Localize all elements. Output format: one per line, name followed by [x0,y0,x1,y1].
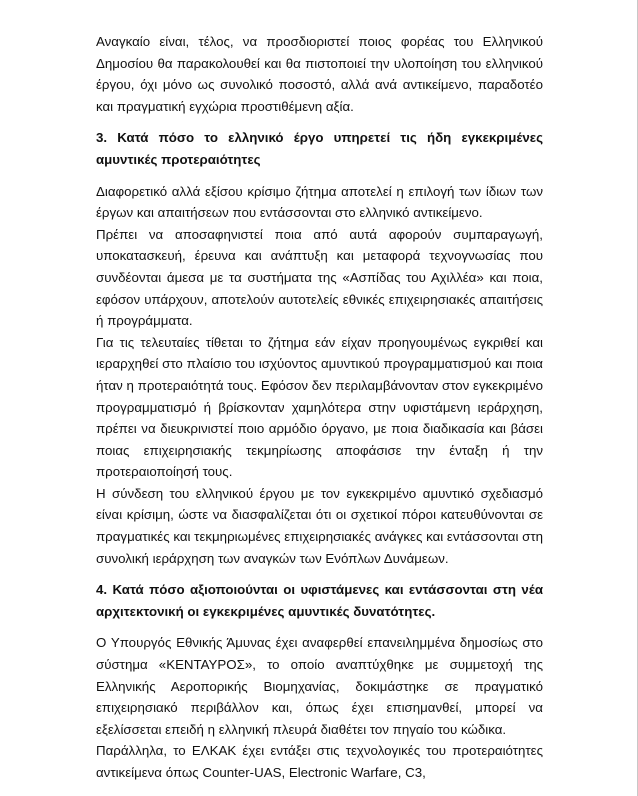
section-4-heading: 4. Κατά πόσο αξιοποιούνται οι υφιστάμενες και εντάσσονται στη νέα αρχιτεκτονική οι εγκεκριμένες αμυντικές δυνατότητες. [96,582,543,619]
section-4-body [96,632,543,783]
section-3-paragraph-2: Πρέπει να αποσαφηνιστεί ποια από αυτά αφορούν συμπαραγωγή, υποκατασκευή, έρευνα και ανάπτυξη και μεταφορά τεχνογνωσίας που συνδέονται άμεσα με τα συστήματα της «Ασπίδας του Αχιλλέα» και ποια, εφόσον υπάρχουν, αποτελούν αυτοτελείς εθνικές επιχειρησιακές απαιτήσεις ή προγράμματα. [96,226,543,329]
section-3-paragraph-4: Η σύνδεση του ελληνικού έργου με τον εγκεκριμένο αμυντικό σχεδιασμό είναι κρίσιμη, ώστε να διασφαλίζεται ότι οι σχετικοί πόροι κατευθύνονται σε πραγματικές και τεκμηριωμένες επιχειρησιακές ανάγκες και εντάσσονται στη συνολική ιεράρχηση των αναγκών των Ενόπλων Δυνάμεων. [96,485,543,566]
intro-paragraph: Αναγκαίο είναι, τέλος, να προσδιοριστεί ποιος φορέας του Ελληνικού Δημοσίου θα παρακολουθεί και θα πιστοποιεί την υλοποίηση του ελληνικού έργου, όχι μόνο ως συνολικό ποσοστό, αλλά ανά αντικείμενο, παραδοτέο και πραγματική εγχώρια προστιθέμενη αξία. [96,34,543,114]
section-3-heading: 3. Κατά πόσο το ελληνικό έργο υπηρετεί τις ήδη εγκεκριμένες αμυντικές προτεραιότητες [96,130,543,167]
section-3-body [96,181,543,570]
section-4-paragraph-2: Παράλληλα, το ΕΛΚΑΚ έχει εντάξει στις τεχνολογικές του προτεραιότητες αντικείμενα όπως Counter-UAS, Electronic Warfare, C3, [96,743,543,780]
section-4-paragraph-1: Ο Υπουργός Εθνικής Άμυνας έχει αναφερθεί επανειλημμένα δημοσίως στο σύστημα «ΚΕΝΤΑΥΡΟΣ», το οποίο αναπτύχθηκε με συμμετοχή της Ελληνικής Αεροπορικής Βιομηχανίας, δοκιμάστηκε σε πραγματικό επιχειρησιακό περιβάλλον και, όπως έχει επισημανθεί, μπορεί να εξελίσσεται επειδή η ελληνική πλευρά διαθέτει τον πηγαίο του κώδικα. [96,635,543,737]
section-3-paragraph-1: Διαφορετικό αλλά εξίσου κρίσιμο ζήτημα αποτελεί η επιλογή των ίδιων των έργων και απαιτήσεων που εντάσσονται στο ελληνικό αντικείμενο. [96,183,543,221]
page-content [96,31,543,784]
section-3-paragraph-3: Για τις τελευταίες τίθεται το ζήτημα εάν είχαν προηγουμένως εγκριθεί και ιεραρχηθεί στο πλαίσιο του ισχύοντος αμυντικού προγραμματισμού και ποια ήταν η προτεραιότητά τους. Εφόσον δεν περιλαμβάνονταν στον εγκεκριμένο προγραμματισμό ή βρίσκονταν χαμηλότερα στην υφιστάμενη ιεράρχηση, πρέπει να διευκρινιστεί ποιο αρμόδιο όργανο, με ποια διαδικασία και βάσει ποιας επιχειρησιακής τεκμηρίωσης αποφάσισε την ένταξη ή την προτεραιοποίησή τους. [96,334,543,480]
